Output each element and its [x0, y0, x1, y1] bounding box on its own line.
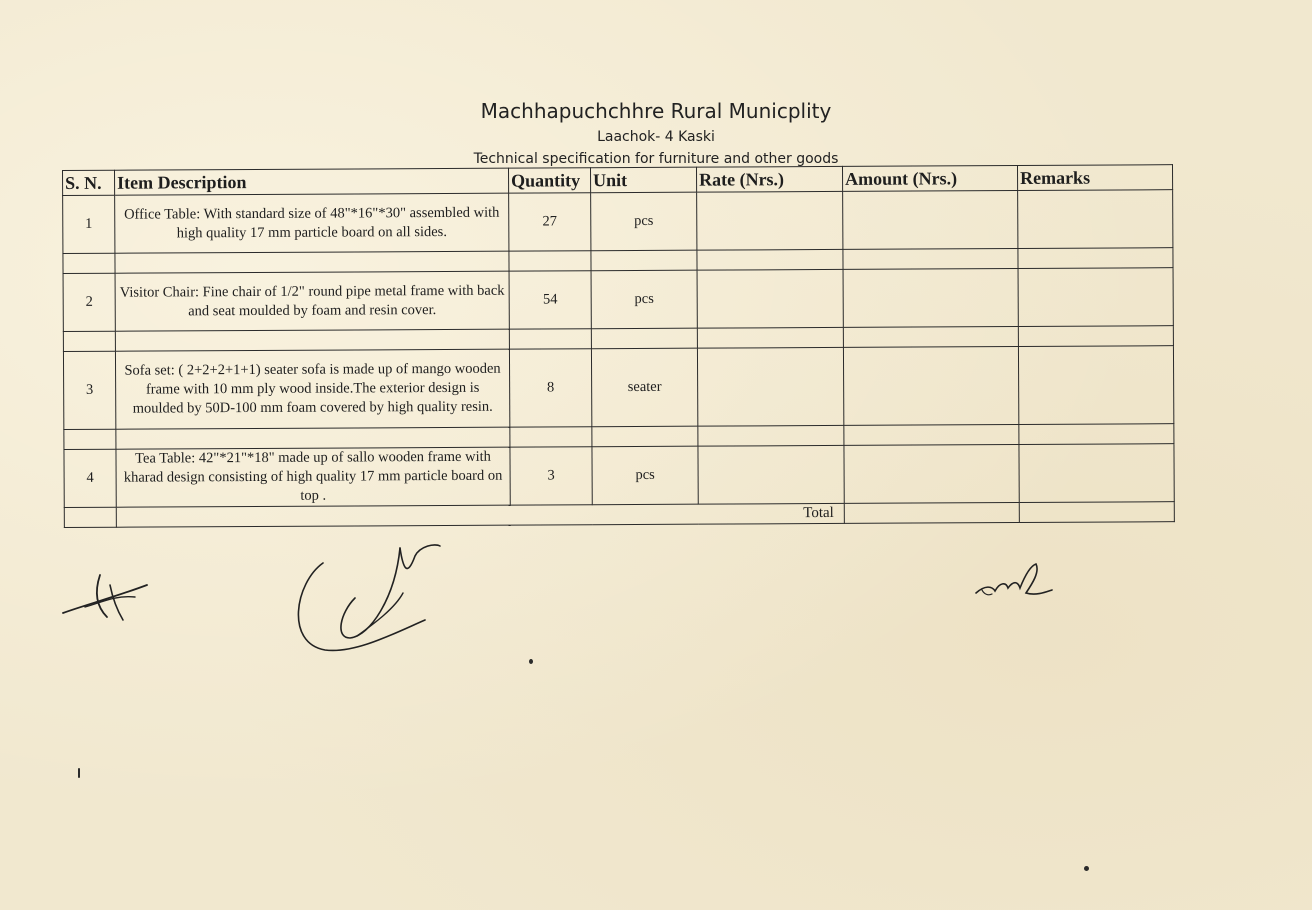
specification-title: Technical specification for furniture and other goods: [473, 151, 839, 167]
cell-unit: pcs: [592, 446, 698, 505]
cell-description: Sofa set: ( 2+2+2+1+1) seater sofa is made up of mango wooden frame with 10 mm ply wood inside.The exterior design is moulded by 50D-100 mm foam covered by high quality resin.: [115, 349, 509, 429]
cell-remarks: [1018, 346, 1173, 425]
signature-center: [285, 538, 445, 658]
total-amount: [844, 502, 1019, 523]
spacer-cell: [63, 331, 115, 351]
cell-description: Visitor Chair: Fine chair of 1/2" round pipe metal frame with back and seat moulded by foam and resin cover.: [115, 271, 509, 331]
spacer-cell: [115, 251, 509, 273]
spacer-cell: [1018, 248, 1173, 269]
table-row: [63, 190, 1173, 254]
spacer-cell: [844, 424, 1019, 445]
cell-remarks: [1019, 444, 1174, 503]
spacer-cell: [843, 326, 1018, 347]
cell-unit: seater: [591, 348, 697, 427]
cell-amount: [843, 346, 1018, 425]
col-header-rate: Rate (Nrs.): [696, 166, 842, 192]
col-header-remarks: Remarks: [1017, 165, 1172, 191]
cell-amount: [843, 190, 1018, 249]
spacer-cell: [509, 251, 591, 271]
specification-table-wrapper: [62, 164, 1174, 528]
spacer-cell: [591, 250, 697, 271]
cell-sn: 4: [64, 449, 116, 507]
municipality-title: Machhapuchchhre Rural Municplity: [480, 99, 832, 123]
cell-quantity: 54: [509, 271, 591, 329]
spacer-cell: [64, 429, 116, 449]
cell-description: Tea Table: 42"*21"*18" made up of sallo wooden frame with kharad design consisting of high quality 17 mm particle board on top .: [116, 447, 510, 507]
col-header-quantity: Quantity: [508, 168, 590, 193]
cell-unit: pcs: [591, 270, 697, 329]
spacer-cell: [592, 426, 698, 447]
col-header-description: Item Description: [115, 168, 509, 195]
cell-rate: [697, 191, 843, 250]
total-remarks-cell: [1019, 502, 1174, 523]
spacer-cell: [63, 253, 115, 273]
cell-rate: [697, 269, 843, 328]
spacer-cell: [1018, 326, 1173, 347]
spacer-cell: [697, 327, 843, 348]
cell-sn: 3: [63, 351, 115, 429]
cell-rate: [697, 347, 843, 426]
cell-rate: [698, 445, 844, 504]
spacer-cell: [509, 329, 591, 349]
signature-right: [970, 560, 1060, 605]
cell-quantity: 3: [510, 447, 592, 505]
spacer-cell: [591, 328, 697, 349]
spacer-cell: [116, 427, 510, 449]
col-header-sn: S. N.: [63, 170, 115, 195]
cell-unit: pcs: [591, 192, 697, 251]
cell-sn: 1: [63, 195, 115, 253]
col-header-amount: Amount (Nrs.): [842, 165, 1017, 191]
cell-amount: [843, 268, 1018, 327]
cell-remarks: [1018, 268, 1173, 327]
spacer-cell: [510, 427, 592, 447]
cell-remarks: [1018, 190, 1173, 249]
spacer-cell: [698, 425, 844, 446]
cell-sn: 2: [63, 273, 115, 331]
cell-quantity: 8: [509, 349, 591, 427]
municipality-address: Laachok- 4 Kaski: [597, 129, 715, 145]
total-sn-cell: [64, 507, 116, 527]
total-label: Total: [116, 503, 844, 527]
paper-speck: [529, 659, 533, 664]
signature-left: [55, 565, 155, 630]
table-row: [64, 444, 1174, 508]
spacer-cell: [115, 329, 509, 351]
paper-speck: [78, 768, 80, 778]
col-header-unit: Unit: [590, 167, 696, 193]
table-row: [63, 268, 1173, 332]
paper-speck: [1084, 866, 1089, 871]
cell-quantity: 27: [509, 193, 591, 251]
spacer-cell: [1019, 424, 1174, 445]
cell-description: Office Table: With standard size of 48"*16"*30" assembled with high quality 17 mm particle board on all sides.: [115, 193, 509, 253]
spacer-cell: [843, 248, 1018, 269]
table-row: [63, 346, 1173, 430]
specification-table: [62, 164, 1175, 528]
spacer-cell: [697, 249, 843, 270]
cell-amount: [844, 444, 1019, 503]
